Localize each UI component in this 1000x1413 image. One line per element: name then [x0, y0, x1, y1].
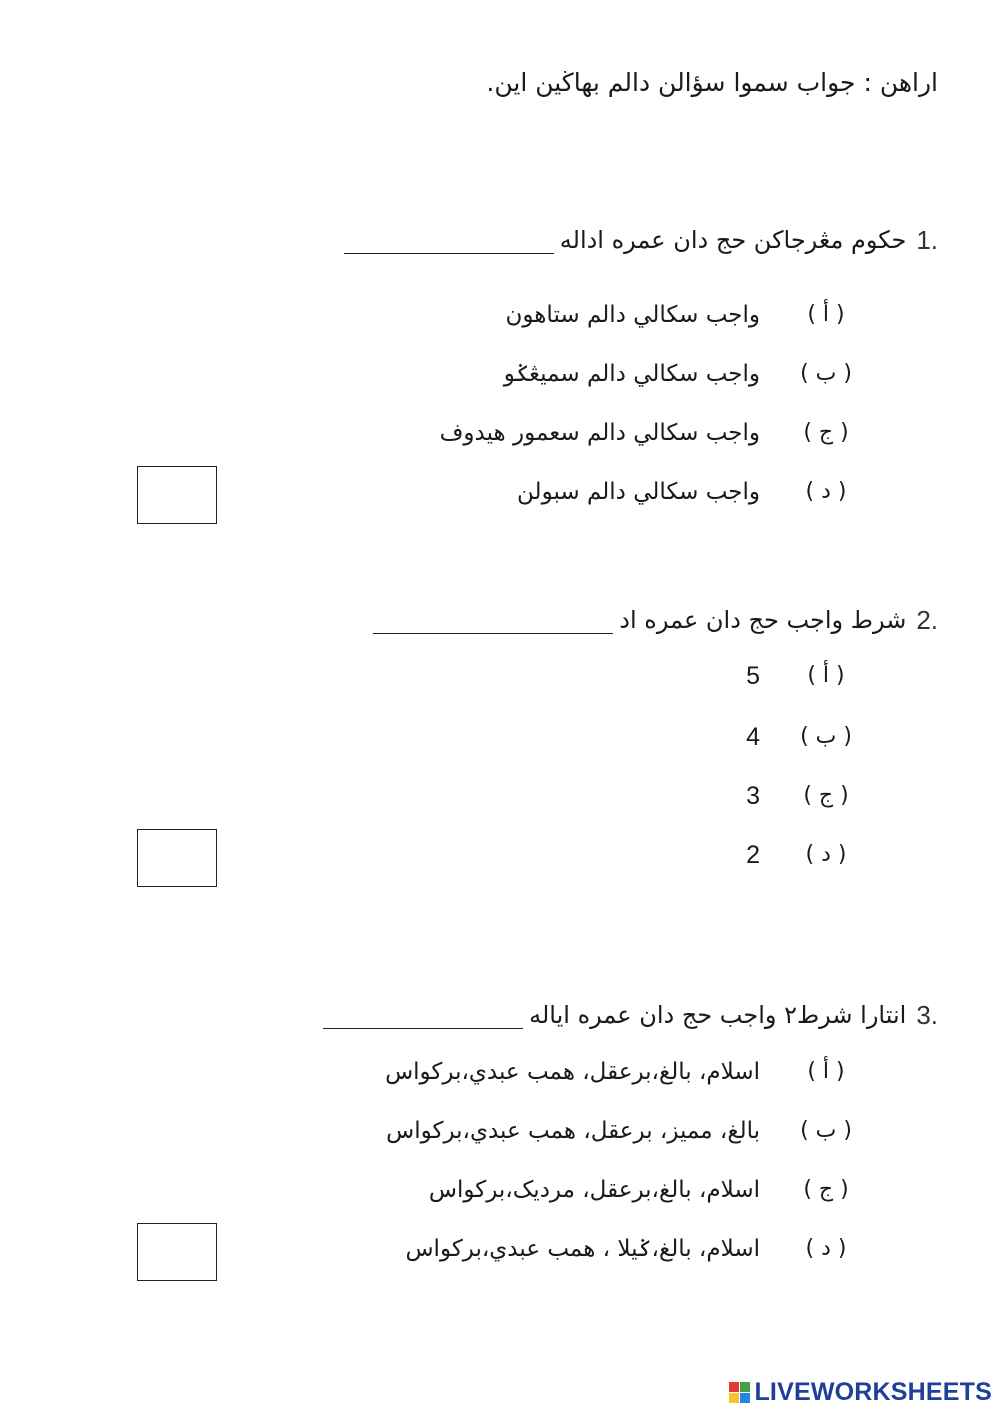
- question-number: 2.: [916, 604, 938, 635]
- option-c: [0, 413, 940, 453]
- option-label: ( ب ): [800, 361, 852, 386]
- answer-blank-line: [373, 607, 613, 634]
- option-label: ( ج ): [803, 1177, 849, 1202]
- option-c: [0, 776, 940, 816]
- logo-square-yellow: [729, 1393, 739, 1403]
- option-text: 3: [746, 782, 760, 810]
- option-b: [0, 354, 940, 394]
- option-text: 4: [746, 723, 760, 751]
- liveworksheets-brand: [729, 1378, 992, 1407]
- option-label: ( د ): [805, 842, 847, 867]
- brand-name: LIVEWORKSHEETS: [754, 1378, 992, 1406]
- option-label: ( أ ): [807, 1059, 845, 1084]
- question-number: 3.: [916, 999, 938, 1030]
- answer-blank-line: [323, 1002, 523, 1029]
- option-label: ( ب ): [800, 724, 852, 749]
- question-number: 1.: [916, 224, 938, 255]
- option-label: ( ج ): [803, 783, 849, 808]
- option-a: [0, 1052, 940, 1092]
- logo-square-blue: [740, 1393, 750, 1403]
- question-text: شرط واجب حج دان عمره اد: [619, 606, 907, 634]
- logo-square-green: [740, 1382, 750, 1392]
- option-label: ( د ): [805, 1236, 847, 1261]
- option-text: 2: [746, 841, 760, 869]
- option-text: 5: [746, 662, 760, 690]
- option-label: ( د ): [805, 479, 847, 504]
- logo-square-red: [729, 1382, 739, 1392]
- option-text: واجب سكالي دالم سعمور هيدوف: [439, 420, 760, 446]
- answer-box-3[interactable]: [137, 1223, 217, 1281]
- option-label: ( ج ): [803, 420, 849, 445]
- question-1: [344, 220, 938, 260]
- option-text: واجب سكالي دالم ستاهون: [505, 302, 760, 328]
- answer-box-1[interactable]: [137, 466, 217, 524]
- option-label: ( أ ): [807, 663, 845, 688]
- question-3: [323, 995, 938, 1035]
- option-label: ( أ ): [807, 302, 845, 327]
- option-label: ( ب ): [800, 1118, 852, 1143]
- option-text: اسلام، بالغ،برعقل، همب عبدي،بركواس: [385, 1059, 760, 1085]
- option-text: بالغ، مميز، برعقل، همب عبدي،بركواس: [386, 1118, 760, 1144]
- instruction-text: اراهن : جواب سموا سؤالن دالم بهاڬين اين.: [486, 68, 938, 97]
- option-text: واجب سكالي دالم سميڠݢو: [503, 361, 760, 387]
- question-text: انتارا شرط٢ واجب حج دان عمره اياله: [529, 1001, 907, 1029]
- option-a: [0, 295, 940, 335]
- question-text: حكوم مڠرجاكن حج دان عمره اداله: [559, 226, 907, 254]
- option-b: [0, 717, 940, 757]
- option-text: واجب سكالي دالم سبولن: [517, 479, 760, 505]
- liveworksheets-logo-icon: [729, 1382, 750, 1403]
- answer-blank-line: [344, 227, 554, 254]
- option-text: اسلام، بالغ،برعقل، مرديک،بركواس: [428, 1177, 760, 1203]
- option-text: اسلام، بالغ،ݢيلا ، همب عبدي،بركواس: [405, 1236, 760, 1262]
- option-b: [0, 1111, 940, 1151]
- option-a: [0, 656, 940, 696]
- option-c: [0, 1170, 940, 1210]
- question-2: [373, 600, 938, 640]
- answer-box-2[interactable]: [137, 829, 217, 887]
